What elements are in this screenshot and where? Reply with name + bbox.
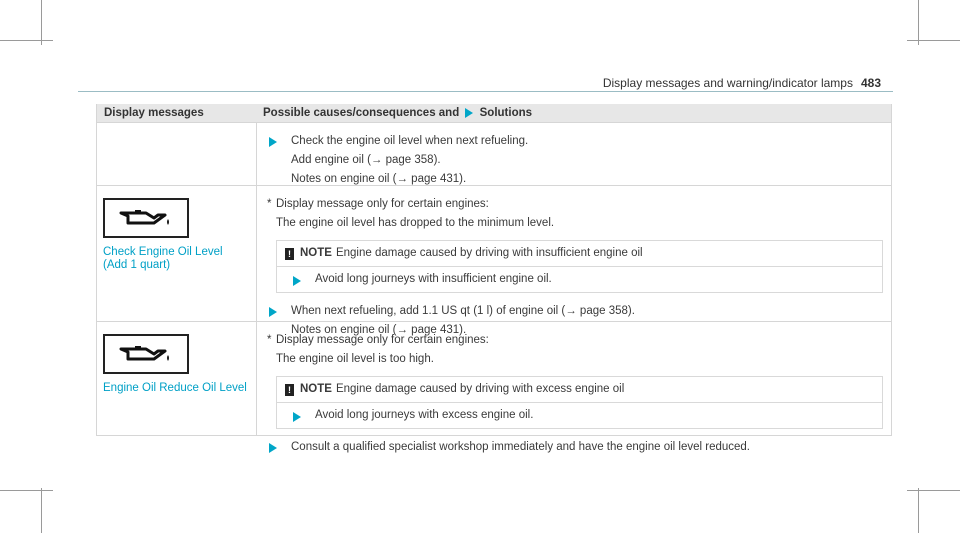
text-line: The engine oil level is too high. (276, 353, 434, 365)
crop-mark (907, 490, 960, 491)
display-message: Check Engine Oil Level (Add 1 quart) (103, 246, 223, 271)
solution-cell (257, 186, 891, 336)
display-messages-table (96, 104, 892, 453)
note-box (276, 376, 883, 429)
arrow-icon (293, 276, 301, 286)
text-line: Notes on engine oil (→ page 431). (291, 324, 467, 336)
solution-step: When next refueling, add 1.1 US qt (1 l) of engine oil (→ page 358). (263, 303, 883, 320)
page-header (603, 76, 881, 90)
note-header: ! NOTE Engine damage caused by driving with excess engine oil (277, 377, 882, 403)
warning-icon: ! (285, 248, 294, 260)
crop-mark (41, 488, 42, 533)
page-number: 483 (860, 76, 881, 90)
solution-cell (257, 322, 891, 453)
text-line: Add engine oil (→ page 358). (291, 154, 441, 166)
footnote-line: * Display message only for certain engines: (267, 198, 489, 210)
header-title: Display messages and warning/indicator lamps (602, 76, 853, 90)
table-header (97, 104, 891, 122)
note-header: ! NOTE Engine damage caused by driving with insufficient engine oil (277, 241, 882, 267)
crop-mark (918, 488, 919, 533)
warning-icon: ! (285, 384, 294, 396)
arrow-icon (293, 412, 301, 422)
col-header-causes: Possible causes/consequences and Solutions (263, 107, 533, 119)
table-row (97, 185, 891, 336)
note-step: Avoid long journeys with excess engine oil. (277, 403, 882, 428)
message-cell (97, 186, 257, 321)
solution-step: Check the engine oil level when next refueling. (263, 133, 883, 150)
crop-mark (918, 0, 919, 45)
message-cell (97, 322, 257, 435)
crop-mark (907, 40, 960, 41)
table-row (97, 321, 891, 453)
crop-mark (41, 0, 42, 45)
engine-oil-can-icon (103, 334, 189, 374)
crop-mark (0, 490, 53, 491)
note-box (276, 240, 883, 293)
display-message: Engine Oil Reduce Oil Level (103, 382, 247, 394)
engine-oil-can-icon (103, 198, 189, 238)
text-line: The engine oil level has dropped to the minimum level. (276, 217, 555, 229)
arrow-icon (269, 307, 277, 317)
note-step: Avoid long journeys with insufficient engine oil. (277, 267, 882, 292)
arrow-icon (269, 443, 277, 453)
text-line: Notes on engine oil (→ page 431). (291, 173, 467, 185)
arrow-icon (269, 137, 277, 147)
message-cell (97, 123, 257, 185)
header-rule (78, 91, 893, 92)
arrow-icon (465, 108, 473, 118)
col-header-messages: Display messages (104, 107, 204, 119)
solution-cell (257, 123, 891, 185)
table-row (97, 122, 891, 185)
crop-mark (0, 40, 53, 41)
footnote-line: * Display message only for certain engines: (267, 334, 489, 346)
solution-step: Consult a qualified specialist workshop immediately and have the engine oil level reduced. (263, 439, 883, 456)
